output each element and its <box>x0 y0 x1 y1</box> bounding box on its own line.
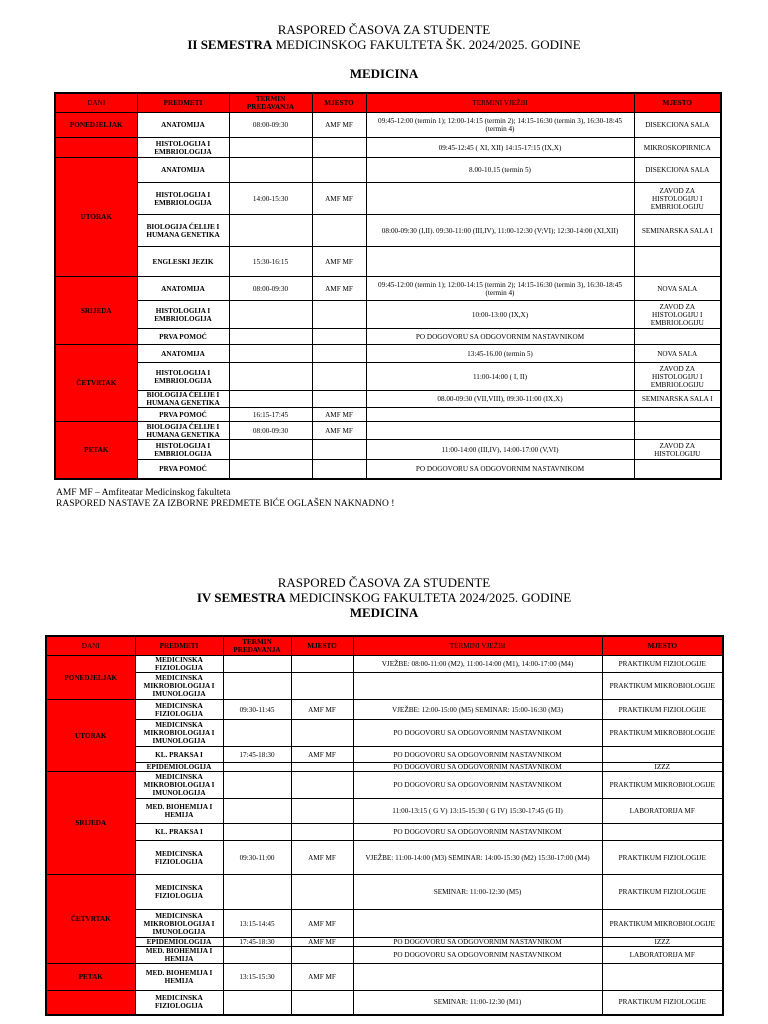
mjesto2-cell <box>634 422 721 440</box>
mjesto2-cell <box>634 460 721 479</box>
vjezbe-cell: 09:45-12:00 (termin 1); 12:00-14:15 (termin 2); 14:15-16:30 (termin 3), 16:30-18:45 (termin 4) <box>366 277 634 301</box>
subject-cell: MEDICINSKA FIZIOLOGIJA <box>135 656 223 673</box>
header-termin: TERMIN PREDAVANJA <box>229 93 312 113</box>
subject-cell: HISTOLOGIJA I EMBRIOLOGIJA <box>137 183 229 215</box>
day-friday: PETAK <box>46 964 135 991</box>
table-row <box>55 183 721 215</box>
table-row <box>55 408 721 422</box>
table-row <box>55 363 721 391</box>
day-thursday: ČETVRTAK <box>55 345 137 422</box>
mjesto2-cell: NOVA SALA <box>634 345 721 363</box>
vjezbe-cell: PO DOGOVORU SA ODGOVORNIM NASTAVNIKOM <box>366 460 634 479</box>
table-row <box>46 964 723 991</box>
subject-cell: ANATOMIJA <box>137 277 229 301</box>
subject-cell: PRVA POMOĆ <box>137 408 229 422</box>
termin-cell <box>223 763 291 772</box>
day-wednesday: SRIJEDA <box>46 772 135 875</box>
subject-cell: MEDICINSKA MIKROBIOLOGIJA I IMUNOLOGIJA <box>135 720 223 747</box>
subject-cell: EPIDEMIOLOGIJA <box>135 763 223 772</box>
mjesto-cell: AMF MF <box>291 964 353 991</box>
header-vjezbe: TERMINI VJEŽBI <box>366 93 634 113</box>
vjezbe-cell: PO DOGOVORU SA ODGOVORNIM NASTAVNIKOM <box>353 720 602 747</box>
table-row <box>46 841 723 875</box>
termin-cell <box>223 875 291 910</box>
table-row <box>55 440 721 460</box>
mjesto-cell: AMF MF <box>291 910 353 938</box>
subject-cell: MEDICINSKA FIZIOLOGIJA <box>135 841 223 875</box>
vjezbe-cell: PO DOGOVORU SA ODGOVORNIM NASTAVNIKOM <box>353 947 602 964</box>
vjezbe-cell: 10:00-13:00 (IX,X) <box>366 301 634 329</box>
vjezbe-cell <box>353 673 602 700</box>
mjesto2-cell: SEMINARSKA SALA I <box>634 215 721 247</box>
vjezbe-cell: SEMINAR: 11:00-12:30 (M5) <box>353 875 602 910</box>
mjesto-cell <box>291 673 353 700</box>
termin-cell <box>229 363 312 391</box>
table-row <box>46 910 723 938</box>
subject-cell: BIOLOGIJA ĆELIJE I HUMANA GENETIKA <box>137 391 229 408</box>
mjesto2-cell: ZAVOD ZA HISTOLOGIJU I EMBRIOLOGIJU <box>634 363 721 391</box>
header-dani: DANI <box>46 636 135 656</box>
termin-cell: 13:15-14:45 <box>223 910 291 938</box>
subject-cell: BIOLOGIJA ĆELIJE I HUMANA GENETIKA <box>137 422 229 440</box>
schedule1-title-rest: MEDICINSKOG FAKULTETA ŠK. 2024/2025. GODINE <box>272 37 581 52</box>
table-row <box>46 763 723 772</box>
mjesto2-cell: IZZZ <box>602 763 723 772</box>
mjesto2-cell <box>602 824 723 841</box>
termin-cell <box>229 440 312 460</box>
footnote-amf: AMF MF – Amfiteatar Medicinskog fakulteta <box>56 488 231 498</box>
table-row <box>55 113 721 138</box>
schedule2-title <box>0 575 768 605</box>
vjezbe-cell: PO DOGOVORU SA ODGOVORNIM NASTAVNIKOM <box>353 747 602 763</box>
mjesto-cell <box>291 772 353 799</box>
mjesto2-cell: PRAKTIKUM FIZIOLOGIJE <box>602 875 723 910</box>
subject-cell: HISTOLOGIJA I EMBRIOLOGIJA <box>137 138 229 158</box>
subject-cell: MED. BIOHEMIJA I HEMIJA <box>135 964 223 991</box>
schedule2-semester: IV SEMESTRA <box>196 590 286 605</box>
mjesto2-cell <box>602 964 723 991</box>
table-row <box>46 991 723 1015</box>
subject-cell: HISTOLOGIJA I EMBRIOLOGIJA <box>137 301 229 329</box>
termin-cell: 08:00-09:30 <box>229 422 312 440</box>
mjesto-cell <box>312 329 366 345</box>
table-row <box>46 673 723 700</box>
schedule2-title-line2 <box>0 590 768 605</box>
subject-cell: HISTOLOGIJA I EMBRIOLOGIJA <box>137 363 229 391</box>
termin-cell <box>223 720 291 747</box>
termin-cell: 16:15-17:45 <box>229 408 312 422</box>
day-tuesday: UTORAK <box>46 700 135 772</box>
mjesto2-cell: PRAKTIKUM MIKROBIOLOGIJE <box>602 673 723 700</box>
day-thursday: ČETVRTAK <box>46 875 135 964</box>
vjezbe-cell: 11:00-13:15 ( G V) 13:15-15:30 ( G IV) 15:30-17:45 (G II) <box>353 799 602 824</box>
table-row <box>55 215 721 247</box>
subject-cell: PRVA POMOĆ <box>137 460 229 479</box>
subject-cell: KL. PRAKSA I <box>135 824 223 841</box>
table-row <box>55 345 721 363</box>
termin-cell <box>223 656 291 673</box>
mjesto-cell <box>291 875 353 910</box>
termin-cell <box>229 215 312 247</box>
subject-cell: MEDICINSKA FIZIOLOGIJA <box>135 991 223 1015</box>
mjesto2-cell <box>602 747 723 763</box>
mjesto-cell <box>312 391 366 408</box>
termin-cell: 08:00-09:30 <box>229 277 312 301</box>
table-row <box>46 656 723 673</box>
termin-cell <box>223 799 291 824</box>
mjesto-cell: AMF MF <box>312 183 366 215</box>
mjesto-cell <box>312 345 366 363</box>
mjesto2-cell: PRAKTIKUM MIKROBIOLOGIJE <box>602 720 723 747</box>
header-mjesto2: MJESTO <box>634 93 721 113</box>
schedule1-title <box>0 22 768 52</box>
vjezbe-cell: VJEŽBE: 11:00-14:00 (M3) SEMINAR: 14:00-15:30 (M2) 15:30-17:00 (M4) <box>353 841 602 875</box>
termin-cell: 14:00-15:30 <box>229 183 312 215</box>
vjezbe-cell <box>366 408 634 422</box>
day-tuesday: UTORAK <box>55 158 137 277</box>
mjesto2-cell: SEMINARSKA SALA I <box>634 391 721 408</box>
subject-cell: PRVA POMOĆ <box>137 329 229 345</box>
mjesto-cell <box>291 763 353 772</box>
vjezbe-cell: PO DOGOVORU SA ODGOVORNIM NASTAVNIKOM <box>353 763 602 772</box>
termin-cell <box>229 391 312 408</box>
table-row <box>46 720 723 747</box>
table-row <box>46 772 723 799</box>
vjezbe-cell: VJEŽBE: 12:00-15:00 (M5) SEMINAR: 15:00-16:30 (M3) <box>353 700 602 720</box>
mjesto2-cell: NOVA SALA <box>634 277 721 301</box>
table-header-row <box>46 636 723 656</box>
header-mjesto: MJESTO <box>291 636 353 656</box>
mjesto2-cell <box>634 247 721 277</box>
mjesto-cell: AMF MF <box>312 422 366 440</box>
vjezbe-cell <box>366 247 634 277</box>
subject-cell: MEDICINSKA FIZIOLOGIJA <box>135 700 223 720</box>
mjesto2-cell <box>634 329 721 345</box>
termin-cell <box>223 991 291 1015</box>
termin-cell <box>229 329 312 345</box>
table-row <box>46 799 723 824</box>
mjesto-cell: AMF MF <box>312 408 366 422</box>
schedule1-title-line2 <box>0 37 768 52</box>
mjesto-cell <box>312 138 366 158</box>
day-empty <box>46 991 135 1015</box>
mjesto-cell <box>312 215 366 247</box>
vjezbe-cell: 13:45-16.00 (termin 5) <box>366 345 634 363</box>
day-monday: PONEDJELJAK <box>46 656 135 700</box>
termin-cell <box>223 772 291 799</box>
mjesto-cell <box>312 158 366 183</box>
vjezbe-cell <box>366 183 634 215</box>
subject-cell: MED. BIOHEMIJA I HEMIJA <box>135 947 223 964</box>
termin-cell: 15:30-16:15 <box>229 247 312 277</box>
table-row <box>46 938 723 947</box>
termin-cell <box>229 158 312 183</box>
mjesto2-cell: DISEKCIONA SALA <box>634 158 721 183</box>
mjesto-cell <box>312 363 366 391</box>
mjesto2-cell: PRAKTIKUM FIZIOLOGIJE <box>602 656 723 673</box>
mjesto-cell: AMF MF <box>312 113 366 138</box>
table-row <box>55 247 721 277</box>
mjesto2-cell: LABORATORIJA MF <box>602 947 723 964</box>
mjesto-cell <box>291 947 353 964</box>
mjesto2-cell: MIKROSKOPIRNICA <box>634 138 721 158</box>
table-row <box>55 277 721 301</box>
termin-cell: 09:30-11:45 <box>223 700 291 720</box>
termin-cell <box>223 824 291 841</box>
termin-cell <box>229 301 312 329</box>
vjezbe-cell: PO DOGOVORU SA ODGOVORNIM NASTAVNIKOM <box>366 329 634 345</box>
subject-cell: MEDICINSKA MIKROBIOLOGIJA I IMUNOLOGIJA <box>135 910 223 938</box>
header-vjezbe: TERMINI VJEŽBI <box>353 636 602 656</box>
vjezbe-cell: 11:00-14:00 ( I, II) <box>366 363 634 391</box>
subject-cell: MEDICINSKA MIKROBIOLOGIJA I IMUNOLOGIJA <box>135 772 223 799</box>
mjesto-cell <box>291 991 353 1015</box>
mjesto-cell: AMF MF <box>291 841 353 875</box>
table-row <box>55 460 721 479</box>
termin-cell <box>229 460 312 479</box>
mjesto2-cell: ZAVOD ZA HISTOLOGIJU I EMBRIOLOGIJU <box>634 183 721 215</box>
vjezbe-cell: 8.00-10.15 (termin 5) <box>366 158 634 183</box>
termin-cell: 08:00-09:30 <box>229 113 312 138</box>
mjesto2-cell: IZZZ <box>602 938 723 947</box>
termin-cell <box>223 673 291 700</box>
schedule2-subject-title: MEDICINA <box>349 605 419 620</box>
mjesto2-cell: PRAKTIKUM FIZIOLOGIJE <box>602 700 723 720</box>
table-row <box>46 824 723 841</box>
header-predmeti: PREDMETI <box>137 93 229 113</box>
day-monday: PONEDJELJAK <box>55 113 137 138</box>
table-row <box>46 700 723 720</box>
header-mjesto2: MJESTO <box>602 636 723 656</box>
day-empty <box>55 138 137 158</box>
header-dani: DANI <box>55 93 137 113</box>
subject-cell: MEDICINSKA MIKROBIOLOGIJA I IMUNOLOGIJA <box>135 673 223 700</box>
mjesto2-cell: ZAVOD ZA HISTOLOGIJU <box>634 440 721 460</box>
vjezbe-cell: 11:00-14:00 (III,IV), 14:00-17:00 (V,VI) <box>366 440 634 460</box>
mjesto2-cell: ZAVOD ZA HISTOLOGIJU I EMBRIOLOGIJU <box>634 301 721 329</box>
subject-cell: MED. BIOHEMIJA I HEMIJA <box>135 799 223 824</box>
vjezbe-cell: 09:45-12:45 ( XI, XII) 14:15-17:15 (IX,X) <box>366 138 634 158</box>
mjesto-cell: AMF MF <box>312 277 366 301</box>
vjezbe-cell: 08.00-09:30 (VII,VIII), 09:30-11:00 (IX,X) <box>366 391 634 408</box>
subject-cell: HISTOLOGIJA I EMBRIOLOGIJA <box>137 440 229 460</box>
subject-cell: EPIDEMIOLOGIJA <box>135 938 223 947</box>
table-row <box>46 947 723 964</box>
vjezbe-cell: 09:45-12:00 (termin 1); 12:00-14:15 (termin 2); 14:15-16:30 (termin 3), 16:30-18:45 (termin 4) <box>366 113 634 138</box>
mjesto2-cell: DISEKCIONA SALA <box>634 113 721 138</box>
mjesto-cell <box>291 720 353 747</box>
termin-cell <box>223 947 291 964</box>
termin-cell: 09:30-11:00 <box>223 841 291 875</box>
schedule1-semester: II SEMESTRA <box>187 37 273 52</box>
table-row <box>46 875 723 910</box>
vjezbe-cell: PO DOGOVORU SA ODGOVORNIM NASTAVNIKOM <box>353 938 602 947</box>
termin-cell <box>229 138 312 158</box>
mjesto2-cell: PRAKTIKUM MIKROBIOLOGIJE <box>602 910 723 938</box>
schedule1-subject-title: MEDICINA <box>349 66 419 81</box>
mjesto-cell <box>312 301 366 329</box>
mjesto-cell <box>312 440 366 460</box>
schedule2-title-rest: MEDICINSKOG FAKULTETA 2024/2025. GODINE <box>285 590 572 605</box>
mjesto2-cell: PRAKTIKUM FIZIOLOGIJE <box>602 991 723 1015</box>
day-wednesday: SRIJEDA <box>55 277 137 345</box>
table-row <box>46 747 723 763</box>
vjezbe-cell: 08:00-09:30 (I,II). 09:30-11:00 (III,IV), 11:00-12:30 (V;VI); 12:30-14:00 (XI,XII) <box>366 215 634 247</box>
subject-cell: MEDICINSKA FIZIOLOGIJA <box>135 875 223 910</box>
mjesto-cell <box>312 460 366 479</box>
mjesto-cell: AMF MF <box>291 700 353 720</box>
day-friday: PETAK <box>55 422 137 479</box>
subject-cell: ANATOMIJA <box>137 345 229 363</box>
mjesto-cell <box>291 824 353 841</box>
schedule2-table <box>45 635 724 1016</box>
schedule2-title-line1: RASPORED ČASOVA ZA STUDENTE <box>277 575 491 590</box>
vjezbe-cell: VJEŽBE: 08:00-11:00 (M2), 11:00-14:00 (M1), 14:00-17:00 (M4) <box>353 656 602 673</box>
table-row <box>55 301 721 329</box>
mjesto-cell <box>291 656 353 673</box>
vjezbe-cell: SEMINAR: 11:00-12:30 (M1) <box>353 991 602 1015</box>
termin-cell: 17:45-18:30 <box>223 747 291 763</box>
subject-cell: ANATOMIJA <box>137 113 229 138</box>
mjesto2-cell <box>634 408 721 422</box>
table-header-row <box>55 93 721 113</box>
table-row <box>55 422 721 440</box>
vjezbe-cell <box>353 910 602 938</box>
subject-cell: KL. PRAKSA I <box>135 747 223 763</box>
mjesto-cell: AMF MF <box>312 247 366 277</box>
schedule1-title-line1: RASPORED ČASOVA ZA STUDENTE <box>277 22 491 37</box>
header-predmeti: PREDMETI <box>135 636 223 656</box>
subject-cell: ENGLESKI JEZIK <box>137 247 229 277</box>
termin-cell: 13:15-15:30 <box>223 964 291 991</box>
subject-cell: BIOLOGIJA ĆELIJE I HUMANA GENETIKA <box>137 215 229 247</box>
table-row <box>55 391 721 408</box>
table-row <box>55 329 721 345</box>
table-row <box>55 138 721 158</box>
header-mjesto: MJESTO <box>312 93 366 113</box>
termin-cell: 17:45-18:30 <box>223 938 291 947</box>
mjesto-cell: AMF MF <box>291 747 353 763</box>
vjezbe-cell <box>366 422 634 440</box>
table-row <box>55 158 721 183</box>
vjezbe-cell: PO DOGOVORU SA ODGOVORNIM NASTAVNIKOM <box>353 824 602 841</box>
vjezbe-cell: PO DOGOVORU SA ODGOVORNIM NASTAVNIKOM <box>353 772 602 799</box>
mjesto-cell: AMF MF <box>291 938 353 947</box>
mjesto2-cell: PRAKTIKUM MIKROBIOLOGIJE <box>602 772 723 799</box>
subject-cell: ANATOMIJA <box>137 158 229 183</box>
termin-cell <box>229 345 312 363</box>
footnote-izborni: RASPORED NASTAVE ZA IZBORNE PREDMETE BIĆE OGLAŠEN NAKNADNO ! <box>56 499 395 509</box>
mjesto2-cell: LABORATORIJA MF <box>602 799 723 824</box>
vjezbe-cell <box>353 964 602 991</box>
mjesto-cell <box>291 799 353 824</box>
mjesto2-cell: PRAKTIKUM FIZIOLOGIJE <box>602 841 723 875</box>
header-termin: TERMIN PREDAVANJA <box>223 636 291 656</box>
schedule1-table <box>54 92 722 480</box>
